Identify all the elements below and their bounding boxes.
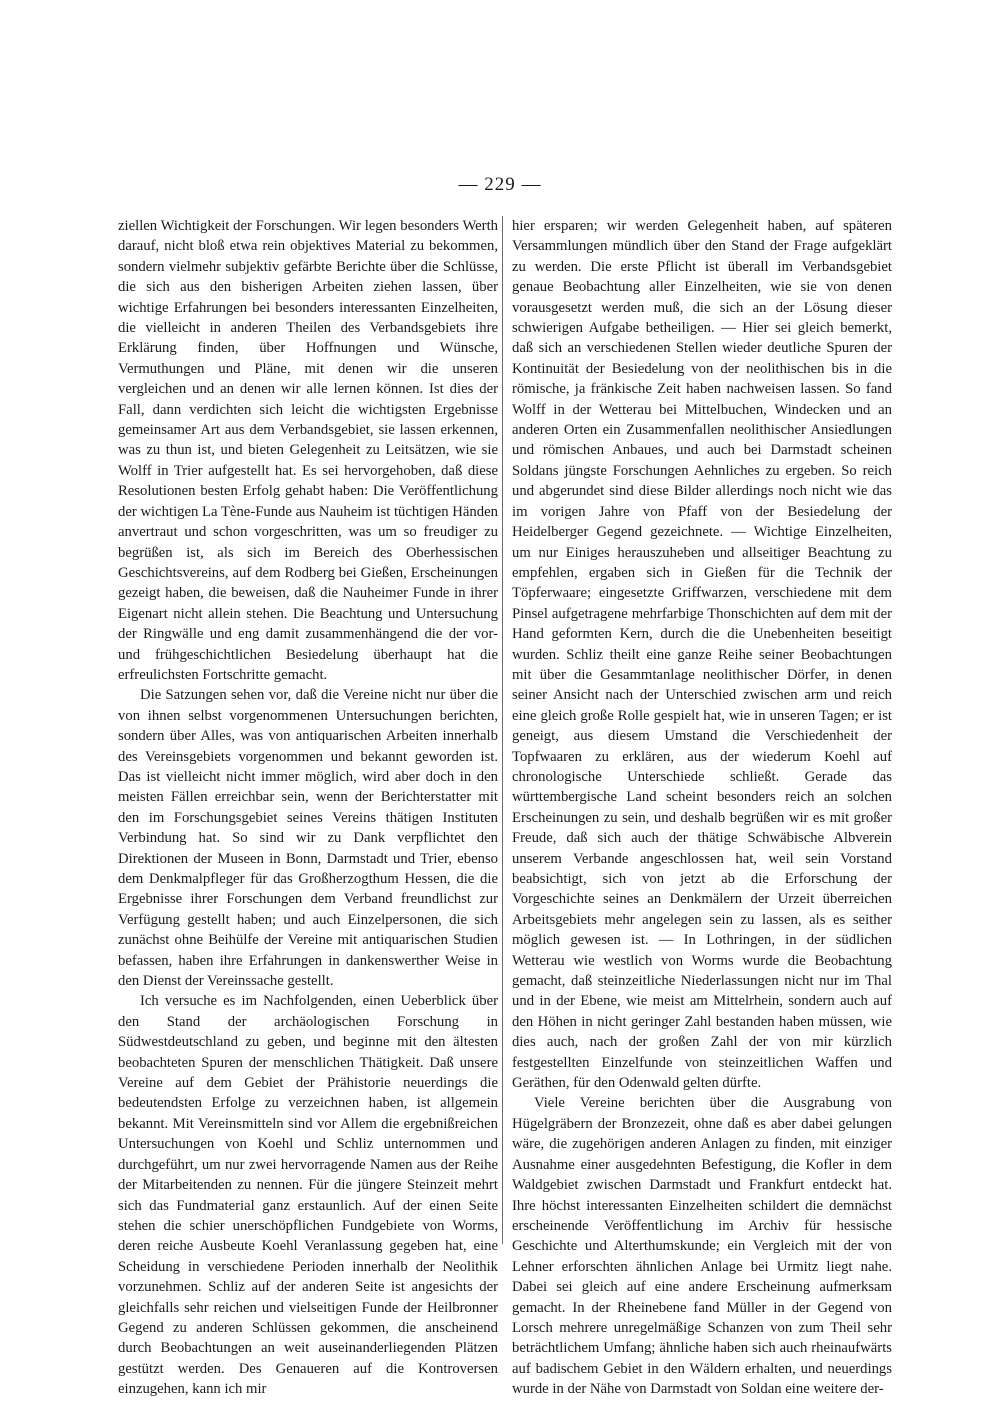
paragraph: Viele Vereine berichten über die Ausgrabung von Hügelgräbern der Bronzezeit, ohne daß es aber dabei gelungen wäre, die zugehörigen anderen Anlagen zu finden, mit einziger Ausnahme einer ausgedehnten Befestigung, die Kofler in dem Waldgebiet zwischen Darmstadt und Frankfurt entdeckt hat. Ihre höchst interessanten Einzelheiten schildert die demnächst erscheinende Veröffentlichung im Archiv für hessische Geschichte und Alterthumskunde; ein Vergleich mit der von Lehner erforschten ähnlichen Anlage bei Urmitz liegt nahe. Dabei sei gleich auf eine andere Erscheinung aufmerksam gemacht. In der Rheinebene fand Müller in der Gegend von Lorsch mehrere unregelmäßige Schanzen von zum Theil sehr beträchtlichem Umfang; ähnliche haben sich auch rheinaufwärts auf badischem Gebiet in den Wäldern erhalten, und neuerdings wurde in der Nähe von Darmstadt von Soldan eine weitere der-: [512, 1095, 892, 1398]
paragraph: hier ersparen; wir werden Gelegenheit haben, auf späteren Versammlungen mündlich über den Stand der Frage aufgeklärt zu werden. Die erste Pflicht ist überall im Verbandsgebiet genaue Beobachtung aller Einzelheiten, wie sie von denen vorausgesetzt werden muß, die sich an der Lösung dieser schwierigen Aufgabe betheiligen. — Hier sei gleich bemerkt, daß sich an verschiedenen Stellen wieder deutliche Spuren der Kontinuität der Besiedelung von der neolithischen bis in die römische, ja fränkische Zeit haben nachweisen lassen. So fand Wolff in der Wetterau bei Mittelbuchen, Windecken und an anderen Orten ein Zusammenfallen neolithischer Ansiedlungen und römischen Anbaues, und auch bei Darmstadt scheinen Soldans jüngste Forschungen Aehnliches zu ergeben. So reich und abgerundet sind diese Bilder allerdings noch nicht wie das im vorigen Jahre von Pfaff von der Besiedelung der Heidelberger Gegend gezeichnete. — Wichtige Einzelheiten, um nur Einiges herauszuheben und allseitiger Beachtung zu empfehlen, ergaben sich in Gießen für die Technik der Töpferwaare; eingesetzte Griffwarzen, verschiedene mit dem Pinsel aufgetragene mehrfarbige Thonschichten auf dem mit der Hand geformten Kern, durch die die Unebenheiten beseitigt wurden. Schliz theilt eine ganze Reihe seiner Beobachtungen mit über die Gesammtanlage neolithischer Dörfer, in denen seiner Ansicht nach der Unterschied zwischen arm und reich eine gleich große Rolle gespielt hat, wie in unseren Tagen; er ist geneigt, aus diesem Umstand die Verschiedenheit der Topfwaaren zu erklären, aus der wiederum Koehl auf chronologische Unterschiede schließt. Gerade das württembergische Land scheint besonders reich an solchen Erscheinungen zu sein, und deshalb begrüßen wir es mit großer Freude, daß sich auch der thätige Schwäbische Albverein unserem Verbande angeschlossen hat, weil sein Vorstand beabsichtigt, sich von jetzt ab die Erforschung der Vorgeschichte seines an Denkmälern der Urzeit überreichen Arbeitsgebiets mehr angelegen sein zu lassen, als es seither möglich gewesen ist. — In Lothringen, in der südlichen Wetterau wie westlich von Worms wurde die Beobachtung gemacht, daß steinzeitliche Niederlassungen nicht nur im Thal und in der Ebene, wie meist am Mittelrhein, sondern auch auf den Höhen in nicht geringer Zahl bestanden haben müssen, wie dies auch, nach der großen Zahl der von mir kürzlich festgestellten Einzelfunde von steinzeitlichen Waffen und Geräthen, für den Odenwald gelten dürfte.: [512, 218, 892, 1092]
paragraph: Ich versuche es im Nachfolgenden, einen Ueberblick über den Stand der archäologischen Forschung in Südwestdeutschland zu geben, und beginne mit den ältesten beobachteten Spuren der menschlichen Thätigkeit. Daß unsere Vereine auf dem Gebiet der Prähistorie neuerdings die bedeutendsten Erfolge zu verzeichnen haben, ist allgemein bekannt. Mit Vereinsmitteln sind vor Allem die ergebnißreichen Untersuchungen von Koehl und Schliz unternommen und durchgeführt, um nur zwei hervorragende Namen aus der Reihe der Mitarbeitenden zu nennen. Für die jüngere Steinzeit mehrt sich das Fundmaterial ganz erstaunlich. Auf der einen Seite stehen die schier unerschöpflichen Fundgebiete von Worms, deren reiche Ausbeute Koehl Veranlassung gegeben hat, eine Scheidung in verschiedene Perioden innerhalb der Neolithik vorzunehmen. Schliz auf der anderen Seite ist angesichts der gleichfalls sehr reichen und vielseitigen Funde der Heilbronner Gegend zu anderen Schlüssen gekommen, die anscheinend durch Beobachtungen an weit auseinanderliegenden Plätzen gestützt werden. Des Genaueren auf die Kontroversen einzugehen, kann ich mir: [118, 993, 498, 1398]
column-divider: [502, 216, 503, 1244]
text-column-right: [512, 216, 892, 1398]
text-column-left: [118, 216, 498, 1398]
paragraph: Die Satzungen sehen vor, daß die Vereine nicht nur über die von ihnen selbst vorgenommenen Untersuchungen berichten, sondern über Alles, was von antiquarischen Arbeiten innerhalb des Vereinsgebiets vorgenommen und bekannt geworden ist. Das ist vielleicht nicht immer möglich, wird aber doch in den meisten Fällen erreichbar sein, wenn der Berichterstatter mit den im Forschungsgebiet seines Vereins thätigen Instituten Verbindung hat. So sind wir zu Dank verpflichtet den Direktionen der Museen in Bonn, Darmstadt und Trier, ebenso dem Denkmalpfleger für das Großherzogthum Hessen, die die Ergebnisse ihrer Forschungen dem Verband freundlichst zur Verfügung gestellt haben; und auch Einzelpersonen, die sich zunächst ohne Beihülfe der Vereine mit antiquarischen Studien befassen, haben ihre Erfahrungen in dankenswerther Weise in den Dienst der Vereinssache gestellt.: [118, 687, 498, 990]
page-number: — 229 —: [458, 174, 542, 195]
paragraph: ziellen Wichtigkeit der Forschungen. Wir legen besonders Werth darauf, nicht bloß etwa rein objektives Material zu bekommen, sondern vielmehr subjektiv gefärbte Berichte über die Schlüsse, die sich aus den bisherigen Arbeiten ziehen lassen, über wichtige Erfahrungen bei besonders interessanten Einzelheiten, die vielleicht in anderen Theilen des Verbandsgebiets ihre Erklärung finden, über Hoffnungen und Wünsche, Vermuthungen und Pläne, mit denen wir die unseren vergleichen und an denen wir alle lernen können. Ist dies der Fall, dann verdichten sich leicht die wichtigsten Ergebnisse gemeinsamer Art aus dem Verbandsgebiet, sie lassen erkennen, was zu thun ist, und bieten Gelegenheit zu Leitsätzen, wie sie Wolff in Trier aufgestellt hat. Es sei hervorgehoben, daß diese Resolutionen besten Erfolg gehabt haben: Die Veröffentlichung der wichtigen La Tène-Funde aus Nauheim ist tüchtigen Händen anvertraut und schon vorgeschritten, was um so freudiger zu begrüßen ist, als sich im Bereich des Oberhessischen Geschichtsvereins, auf dem Rodberg bei Gießen, Erscheinungen gezeigt haben, die beweisen, daß die Nauheimer Funde in ihrer Eigenart nicht allein stehen. Die Beachtung und Untersuchung der Ringwälle und eng damit zusammenhängend die der vor- und frühgeschichtlichen Besiedelung überhaupt hat die erfreulichsten Fortschritte gemacht.: [118, 218, 498, 683]
